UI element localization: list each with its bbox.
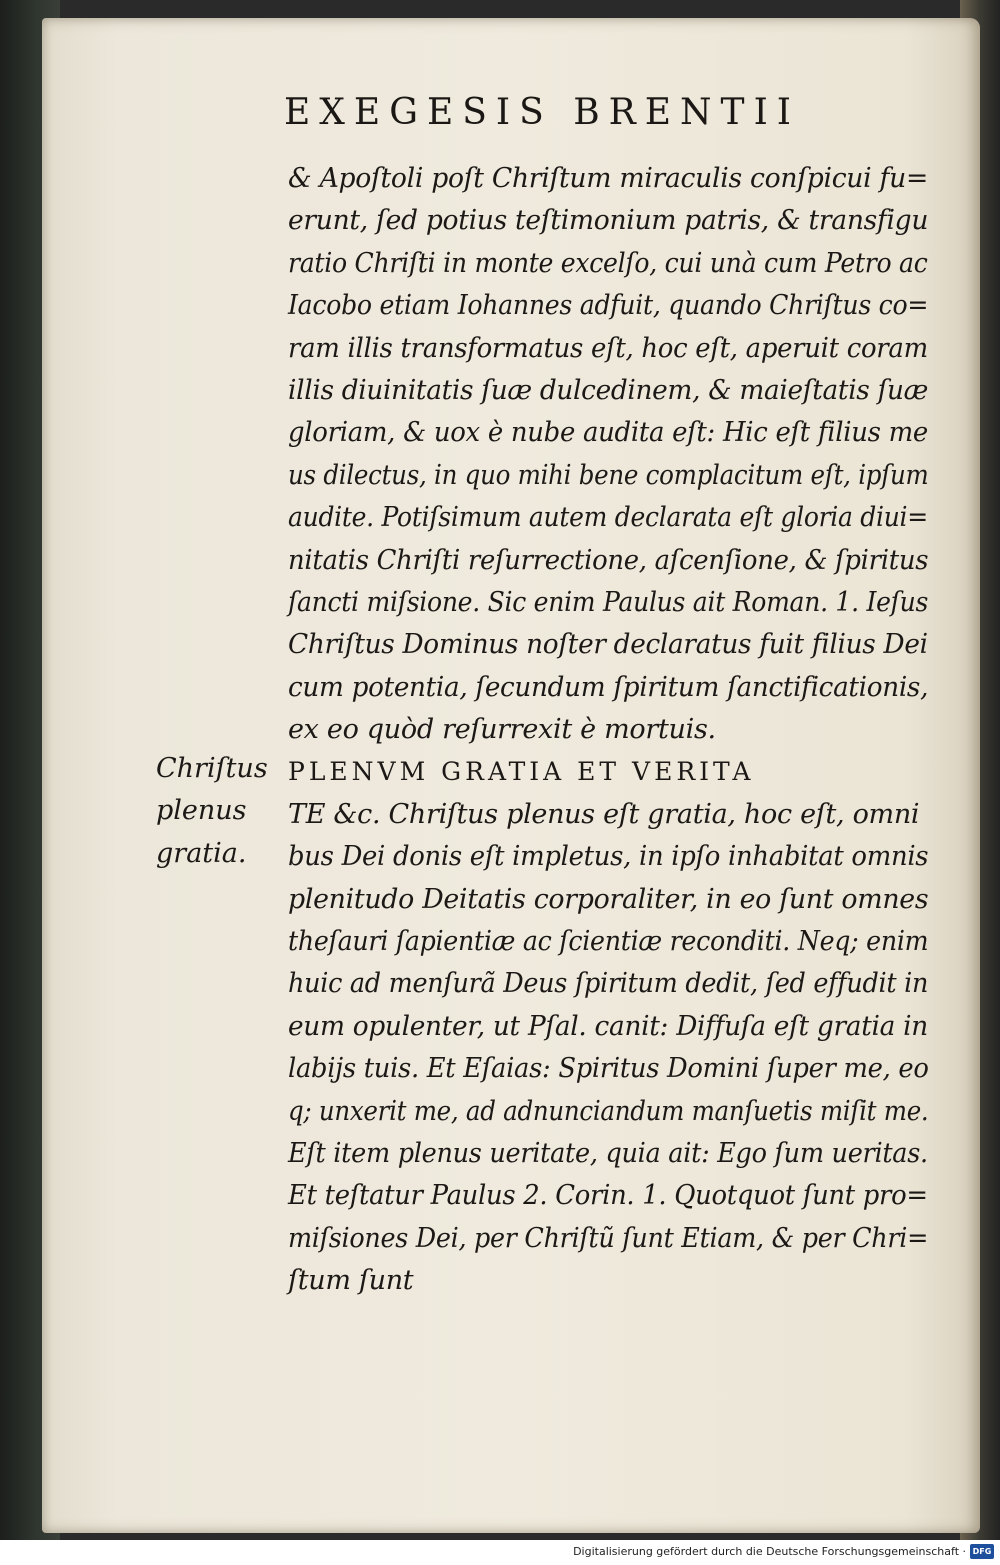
text-line: bus Dei donis eſt impletus, in ipſo inhabitat omnis (288, 841, 929, 873)
text-line: us dilectus, in quo mihi bene complacitum eſt, ipſum (288, 459, 929, 491)
text-line: gloriam, & uox è nube audita eſt: Hic eſt filius me (288, 417, 928, 449)
text-line: & Apoſtoli poſt Chriſtum miraculis conſpicui fu= (288, 163, 928, 194)
text-line: Et teſtatur Paulus 2. Corin. 1. Quotquot ſunt pro= (288, 1180, 928, 1212)
text-line: TE &c. Chriſtus plenus eſt gratia, hoc eſt, omni (288, 798, 920, 830)
marginal-note-line: gratia. (156, 837, 247, 869)
text-line: nitatis Chriſti reſurrectione, aſcenſione, & ſpiritus (288, 544, 929, 576)
text-line: eum opulenter, ut Pſal. canit: Diffuſa eſt gratia in (288, 1010, 928, 1042)
text-line: Iacobo etiam Iohannes adfuit, quando Chriſtus co= (288, 290, 929, 322)
dfg-logo: DFG (970, 1544, 994, 1559)
text-line: theſauri ſapientiæ ac ſcientiæ reconditi. Neq; enim (288, 926, 929, 958)
text-line: cum potentia, ſecundum ſpiritum ſanctificationis, (288, 671, 929, 703)
text-line: ſtum ſunt (288, 1265, 414, 1297)
text-line: miſsiones Dei, per Chriſtũ ſunt Etiam, & per Chri= (288, 1222, 929, 1254)
section-heading-line: PLENVM GRATIA ET VERITA (288, 757, 755, 787)
text-line: ratio Chriſti in monte excelſo, cui unà cum Petro ac (288, 247, 928, 279)
text-line: ex eo quòd reſurrexit è mortuis. (288, 714, 716, 746)
digitization-credit: Digitalisierung gefördert durch die Deutsche Forschungsgemeinschaft · (573, 1545, 966, 1558)
text-line: Eſt item plenus ueritate, quia ait: Ego ſum ueritas. (288, 1137, 928, 1169)
marginal-note (156, 748, 276, 875)
text-line: huic ad menſurã Deus ſpiritum dedit, ſed effudit in (288, 968, 929, 1000)
text-line: ſancti miſsione. Sic enim Paulus ait Roman. 1. Ieſus (288, 586, 929, 618)
text-line: labijs tuis. Et Eſaias: Spiritus Domini ſuper me, eo (288, 1053, 929, 1085)
body-text (288, 158, 928, 1303)
text-line: plenitudo Deitatis corporaliter, in eo ſunt omnes (288, 883, 929, 915)
marginal-note-line: plenus (156, 795, 247, 827)
text-line: Chriſtus Dominus noſter declaratus fuit filius Dei (288, 629, 928, 661)
text-line: ram illis transformatus eſt, hoc eſt, aperuit coram (288, 332, 928, 364)
text-line: erunt, ſed potius teſtimonium patris, & transfigu (288, 205, 929, 237)
marginal-note-line: Chriſtus (156, 753, 268, 784)
text-line: q; unxerit me, ad adnunciandum manſuetis miſit me. (288, 1095, 929, 1127)
text-line: audite. Potiſsimum autem declarata eſt gloria diui= (288, 502, 928, 534)
running-head: EXEGESIS BRENTII (284, 92, 801, 133)
text-line: illis diuinitatis ſuæ dulcedinem, & maieſtatis ſuæ (288, 374, 929, 406)
